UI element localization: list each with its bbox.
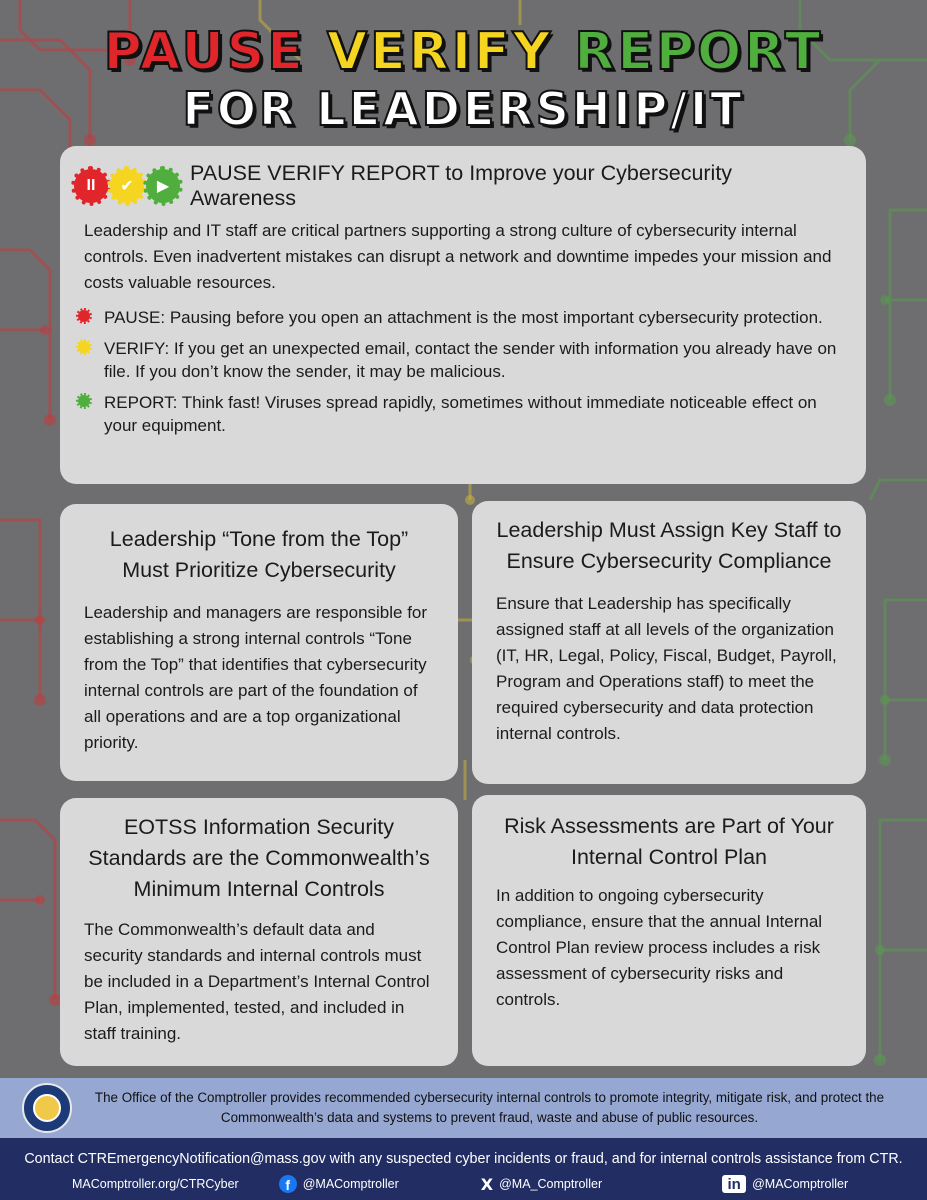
card-assign-key-staff xyxy=(472,501,866,784)
facebook-handle: @MAComptroller xyxy=(302,1177,399,1191)
title-line-1 xyxy=(0,22,927,82)
bullet-verify xyxy=(78,337,842,383)
title-pause: PAUSE xyxy=(103,22,306,82)
comptroller-band xyxy=(0,1078,927,1138)
linkedin-icon: in xyxy=(722,1175,746,1193)
yellow-bullet-icon xyxy=(78,341,90,353)
bullet-verify-text: VERIFY: If you get an unexpected email, contact the sender with information you already have on file. If you don’t know the sender, it may be malicious. xyxy=(104,339,837,381)
website-link[interactable]: MAComptroller.org/CTRCyber xyxy=(72,1177,239,1191)
title-verify: VERIFY xyxy=(326,22,554,82)
green-bullet-icon xyxy=(78,395,90,407)
facebook-icon: f xyxy=(279,1175,297,1193)
linkedin-link[interactable] xyxy=(722,1175,848,1193)
page-title xyxy=(0,22,927,136)
play-icon: ▶ xyxy=(146,169,180,203)
bullet-report-text: REPORT: Think fast! Viruses spread rapidly, sometimes without immediate noticeable effect on your equipment. xyxy=(104,393,817,435)
bullet-report xyxy=(78,391,842,437)
bullet-pause xyxy=(78,306,842,329)
awareness-panel xyxy=(60,146,866,484)
awareness-intro: Leadership and IT staff are critical partners supporting a strong culture of cybersecurity internal controls. Even inadvertent mistakes can disrupt a network and downtime impedes your mission and costs valuable resources. xyxy=(84,221,832,292)
contact-text: Contact CTREmergencyNotification@mass.gov with any suspected cyber incidents or fraud, and for internal controls assistance from CTR. xyxy=(24,1151,903,1167)
card-body: In addition to ongoing cybersecurity compliance, ensure that the annual Internal Control Plan review process includes a risk assessment of cybersecurity risks and controls. xyxy=(496,886,823,1009)
facebook-link[interactable] xyxy=(279,1175,399,1193)
check-icon: ✔ xyxy=(110,169,144,203)
card-heading: EOTSS Information Security Standards are the Commonwealth’s Minimum Internal Controls xyxy=(88,815,430,901)
card-heading: Leadership “Tone from the Top” Must Prioritize Cybersecurity xyxy=(109,527,409,582)
comptroller-statement: The Office of the Comptroller provides recommended cybersecurity internal controls to promote integrity, mitigate risk, and protect the Commonwealth’s data and systems to prevent fraud, waste and abuse of public resources. xyxy=(94,1090,885,1125)
linkedin-handle: @MAComptroller xyxy=(752,1177,849,1191)
title-report: REPORT xyxy=(574,22,824,82)
title-line-2: FOR LEADERSHIP/IT xyxy=(182,82,745,136)
x-handle: @MA_Comptroller xyxy=(499,1177,603,1191)
card-heading: Leadership Must Assign Key Staff to Ensure Cybersecurity Compliance xyxy=(496,518,842,573)
awareness-header xyxy=(84,161,842,210)
red-bullet-icon xyxy=(78,310,90,322)
comptroller-seal-icon xyxy=(22,1083,72,1133)
footer xyxy=(0,1138,927,1200)
card-body: The Commonwealth’s default data and security standards and internal controls must be included in a Department’s Internal Control Plan, implemented, tested, and included in staff training. xyxy=(84,920,430,1043)
card-tone-from-top xyxy=(60,504,458,781)
card-body: Ensure that Leadership has specifically assigned staff at all levels of the organization (IT, HR, Legal, Policy, Fiscal, Budget, Payroll, Program and Operations staff) to meet the required cybersecurity and data protection internal controls. xyxy=(496,594,837,743)
card-body: Leadership and managers are responsible for establishing a strong internal controls “Tone from the Top” that identifies that cybersecurity internal controls are part of the foundation of all operations and are a top organizational priority. xyxy=(84,603,428,752)
pvr-bullet-list xyxy=(78,306,842,437)
bullet-pause-text: PAUSE: Pausing before you open an attachment is the most important cybersecurity protection. xyxy=(104,308,823,327)
pvr-icons xyxy=(74,169,180,203)
x-icon: X xyxy=(480,1174,494,1194)
card-heading: Risk Assessments are Part of Your Internal Control Plan xyxy=(504,814,834,869)
card-risk-assessments xyxy=(472,795,866,1066)
pause-icon: II xyxy=(74,169,108,203)
awareness-heading: PAUSE VERIFY REPORT to Improve your Cybersecurity Awareness xyxy=(190,161,733,210)
social-links xyxy=(0,1171,927,1197)
card-eotss-standards xyxy=(60,798,458,1066)
x-link[interactable] xyxy=(481,1175,602,1194)
